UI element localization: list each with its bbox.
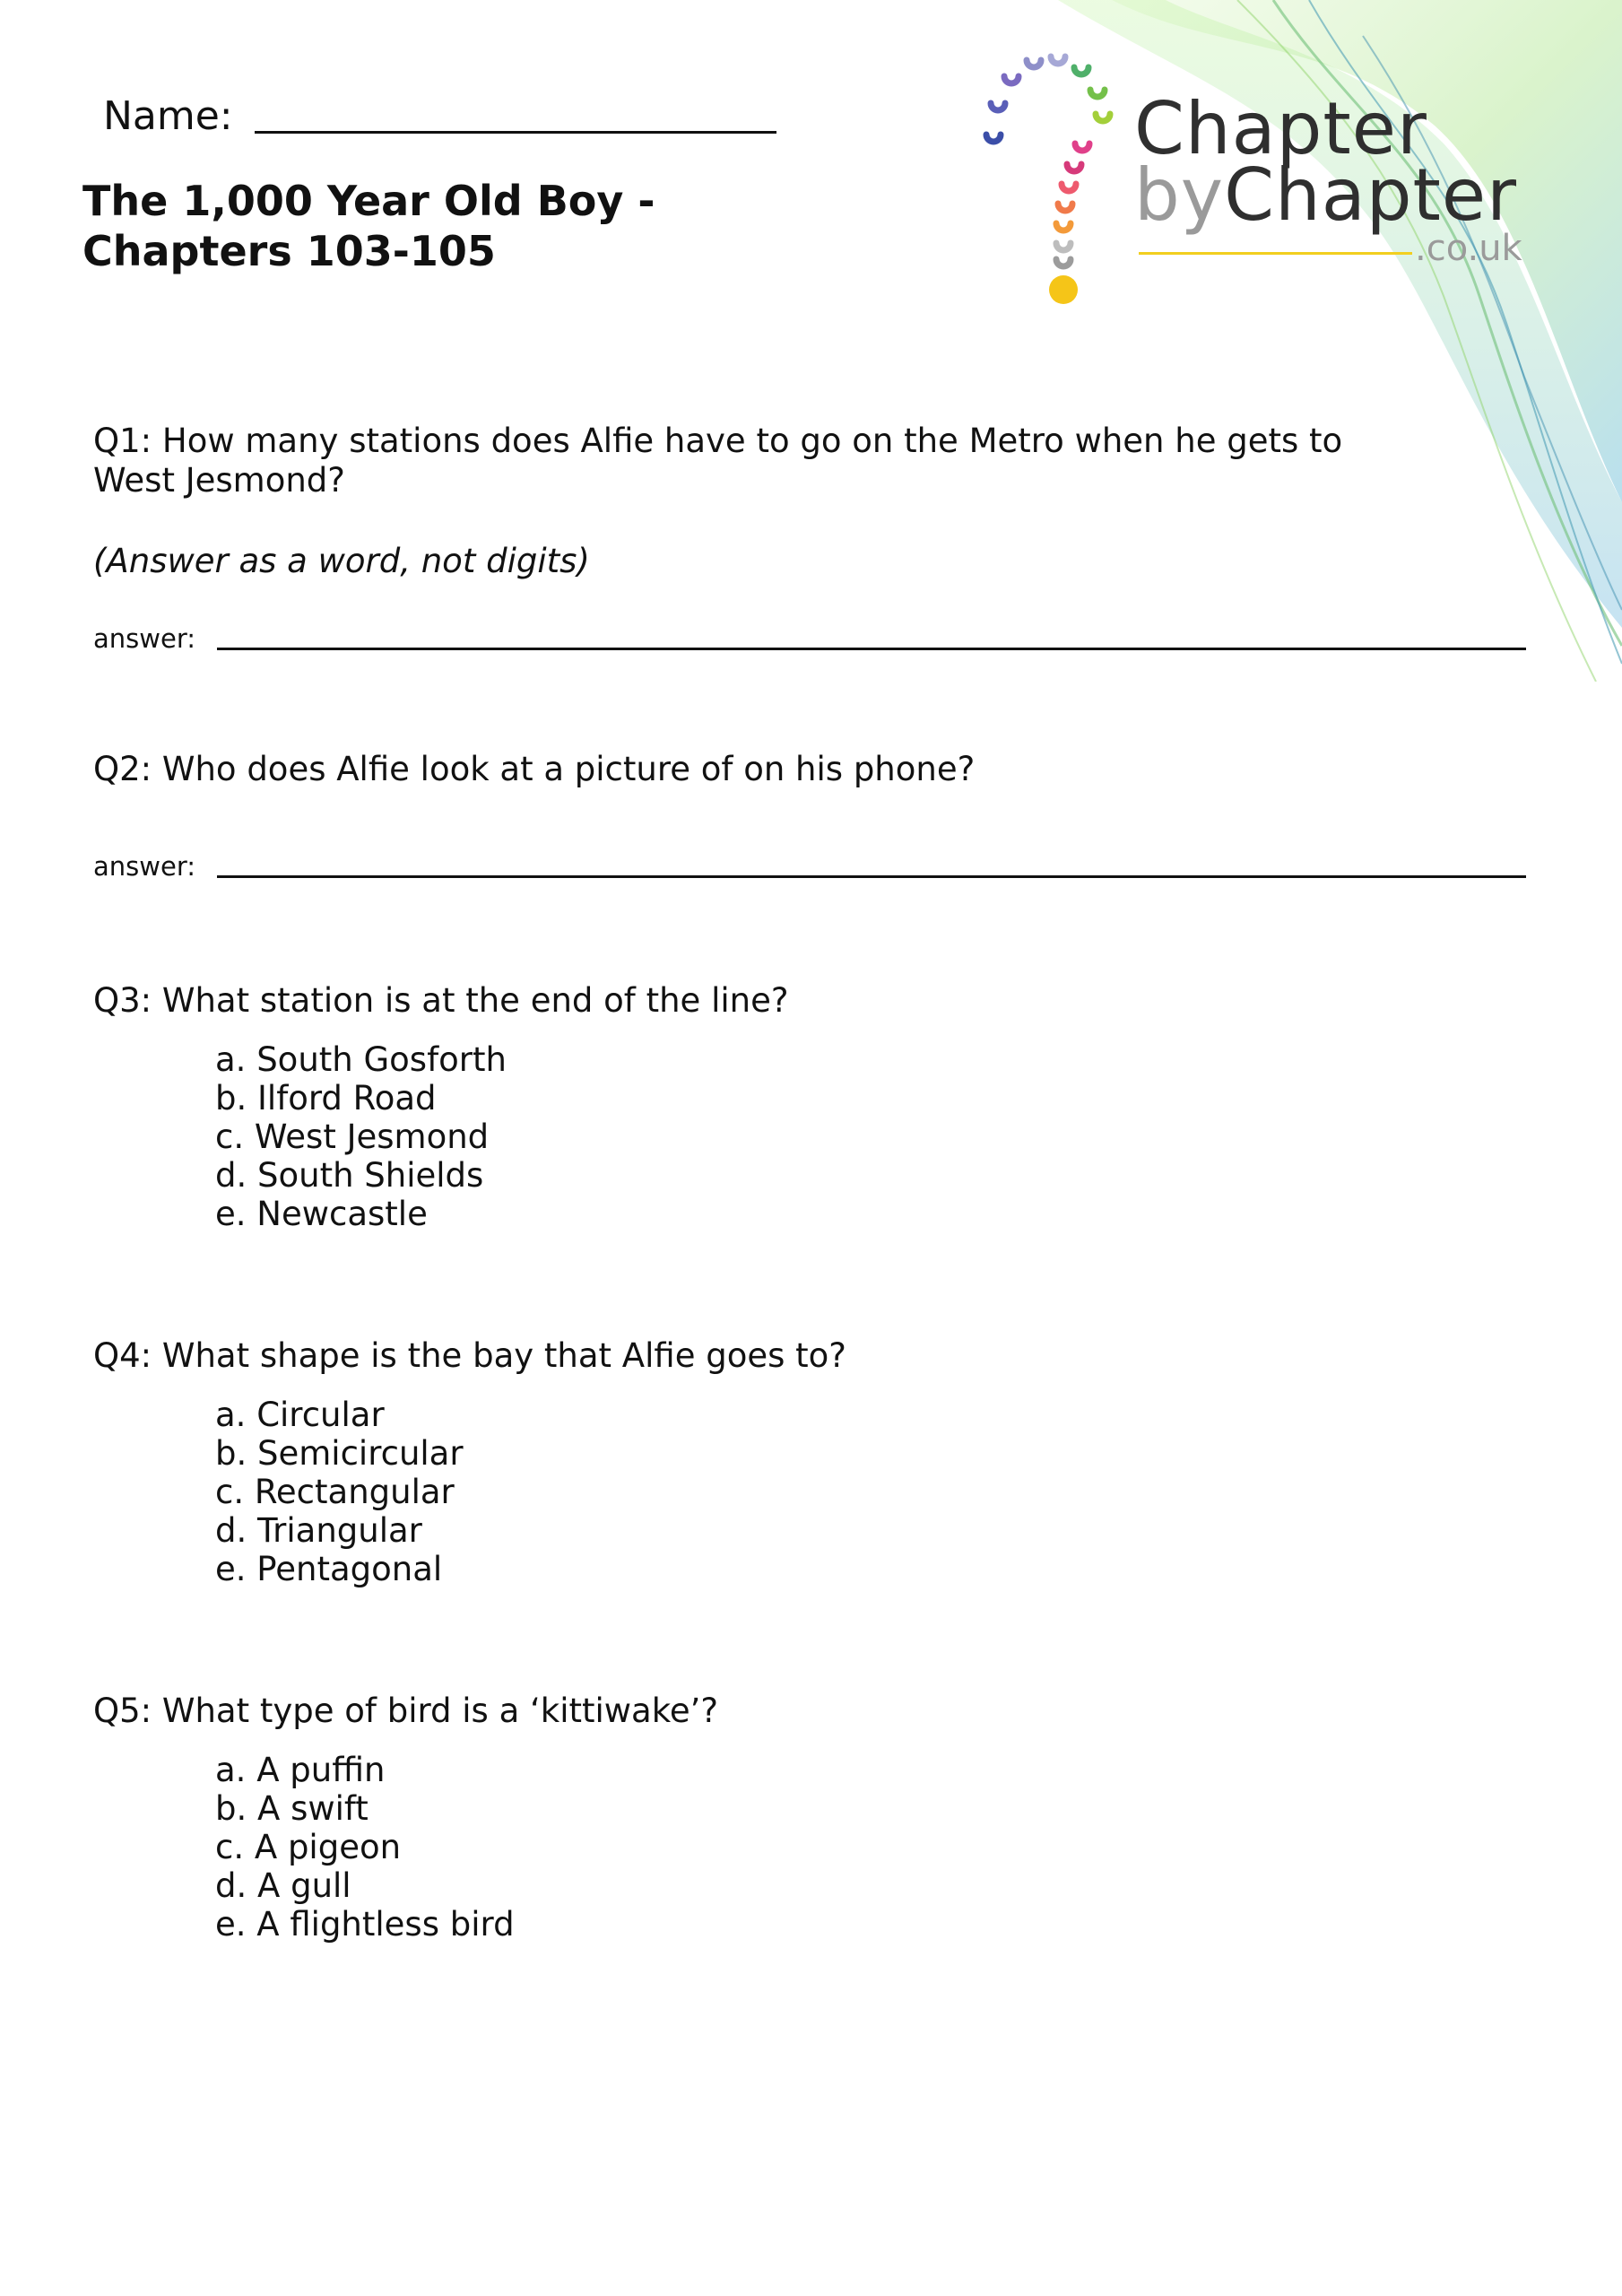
option-e[interactable]: e. A flightless bird bbox=[215, 1905, 515, 1944]
option-a[interactable]: a. A puffin bbox=[215, 1751, 386, 1789]
name-blank-line[interactable] bbox=[255, 91, 776, 134]
name-label: Name: bbox=[103, 93, 233, 139]
option-a[interactable]: a. Circular bbox=[215, 1396, 385, 1434]
question-3-options bbox=[215, 1040, 507, 1233]
question-4-options bbox=[215, 1396, 464, 1588]
question-1-hint: (Answer as a word, not digits) bbox=[93, 542, 590, 580]
question-5: Q5: What type of bird is a ‘kittiwake’? bbox=[93, 1692, 719, 1730]
option-b[interactable]: b. Semicircular bbox=[215, 1434, 464, 1473]
option-c[interactable]: c. A pigeon bbox=[215, 1828, 402, 1866]
option-b[interactable]: b. A swift bbox=[215, 1789, 369, 1828]
question-2: Q2: Who does Alfie look at a picture of on his phone? bbox=[93, 750, 976, 788]
option-c[interactable]: c. West Jesmond bbox=[215, 1118, 490, 1156]
name-field bbox=[103, 91, 776, 139]
logo-underline bbox=[1139, 252, 1412, 255]
question-mark-books-icon bbox=[968, 49, 1130, 318]
logo-word-chapter-2: Chapter bbox=[1224, 153, 1517, 237]
logo-word-chapter: Chapter bbox=[1134, 87, 1427, 170]
question-5-options bbox=[215, 1751, 515, 1944]
logo-domain-suffix: .co.uk bbox=[1415, 228, 1522, 269]
option-b[interactable]: b. Ilford Road bbox=[215, 1079, 437, 1118]
question-1: Q1: How many stations does Alfie have to go on the Metro when he gets to West Jesmond? bbox=[93, 422, 1343, 500]
option-a[interactable]: a. South Gosforth bbox=[215, 1040, 507, 1079]
answer-line[interactable] bbox=[217, 621, 1526, 650]
logo-word-bychapter bbox=[1134, 155, 1517, 236]
question-3: Q3: What station is at the end of the line? bbox=[93, 981, 789, 1020]
option-e[interactable]: e. Newcastle bbox=[215, 1195, 428, 1233]
answer-field-2 bbox=[93, 848, 1526, 882]
answer-field-1 bbox=[93, 621, 1526, 654]
chapter-by-chapter-logo bbox=[968, 49, 1551, 318]
option-e[interactable]: e. Pentagonal bbox=[215, 1550, 443, 1588]
answer-label: answer: bbox=[93, 623, 196, 654]
question-4: Q4: What shape is the bay that Alfie goes to? bbox=[93, 1336, 846, 1375]
answer-line[interactable] bbox=[217, 848, 1526, 878]
option-c[interactable]: c. Rectangular bbox=[215, 1473, 455, 1511]
option-d[interactable]: d. A gull bbox=[215, 1866, 351, 1905]
option-d[interactable]: d. South Shields bbox=[215, 1156, 484, 1195]
answer-label: answer: bbox=[93, 851, 196, 882]
logo-word-by: by bbox=[1134, 153, 1225, 237]
worksheet-title: The 1,000 Year Old Boy - Chapters 103-105 bbox=[82, 177, 655, 275]
option-d[interactable]: d. Triangular bbox=[215, 1511, 422, 1550]
